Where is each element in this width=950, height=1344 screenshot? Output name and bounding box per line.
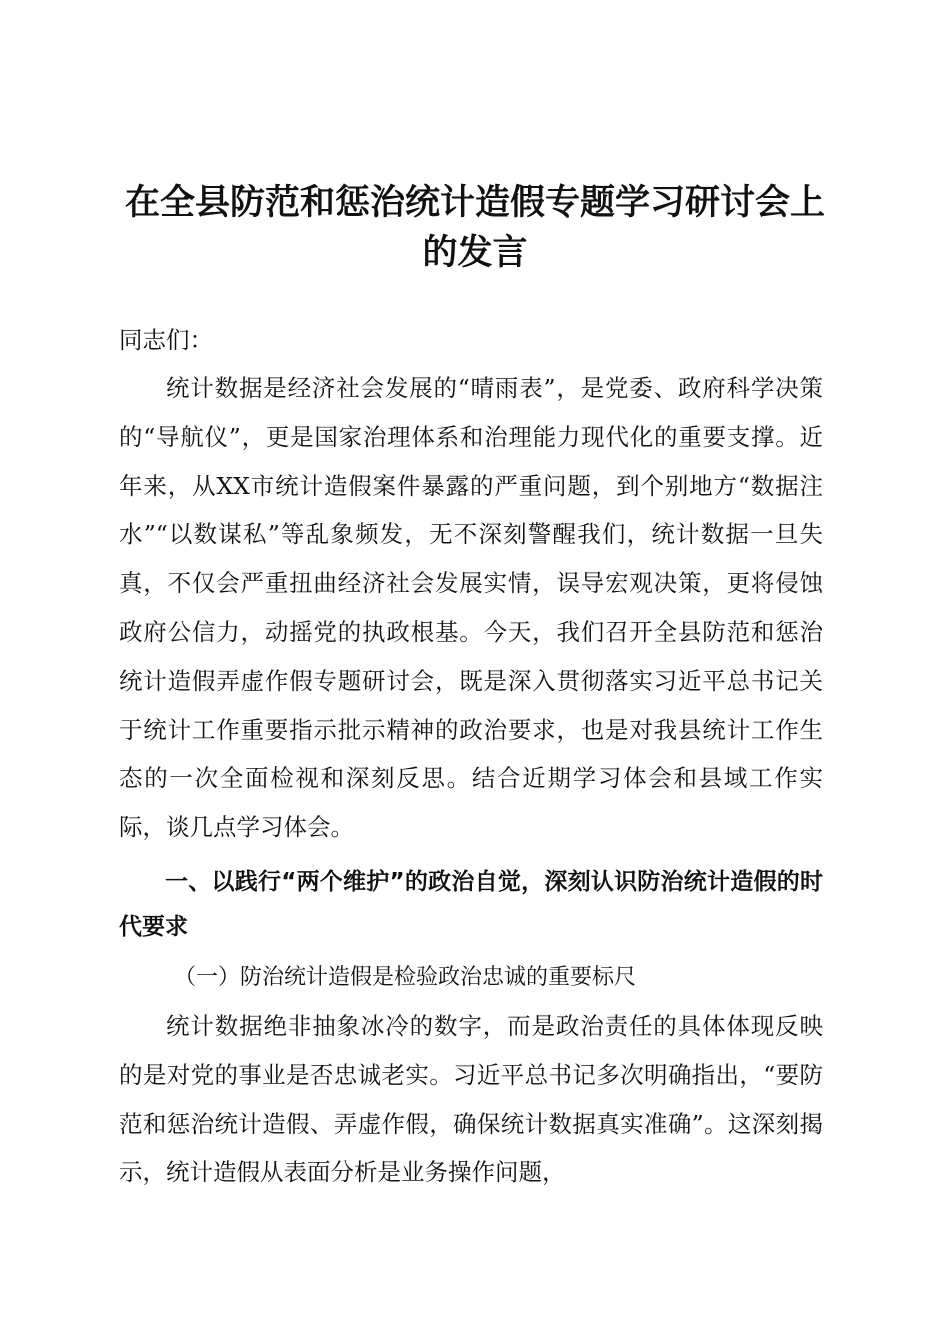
subsection-heading-1-1: （一）防治统计造假是检验政治忠诚的重要标尺 — [174, 964, 637, 990]
body-paragraph-2: 统计数据绝非抽象冰冷的数字，而是政治责任的具体体现反映的是对党的事业是否忠诚老实。习近平总书记多次明确指出，“要防范和惩治统计造假、弄虚作假，确保统计数据真实准确”。这深刻揭示，统计造假从表面分析是业务操作问题， — [119, 1011, 823, 1187]
document-body — [119, 316, 823, 1197]
section-heading-1: 一、以践行“两个维护”的政治自觉，深刻认识防治统计造假的时代要求 — [119, 868, 823, 940]
document-title: 在全县防范和惩治统计造假专题学习研讨会上的发言 — [124, 182, 825, 273]
intro-paragraph: 统计数据是经济社会发展的“晴雨表”，是党委、政府科学决策的“导航仪”，更是国家治理体系和治理能力现代化的重要支撑。近年来，从XX市统计造假案件暴露的严重问题，到个别地方“数据注水”“以数谋私”等乱象频发，无不深刻警醒我们，统计数据一旦失真，不仅会严重扭曲经济社会发展实情，误导宏观决策，更将侵蚀政府公信力，动摇党的执政根基。今天，我们召开全县防范和惩治统计造假弄虚作假专题研讨会，既是深入贯彻落实习近平总书记关于统计工作重要指示批示精神的政治要求，也是对我县统计工作生态的一次全面检视和深刻反思。结合近期学习体会和县域工作实际，谈几点学习体会。 — [119, 374, 823, 842]
salutation: 同志们： — [119, 326, 213, 354]
